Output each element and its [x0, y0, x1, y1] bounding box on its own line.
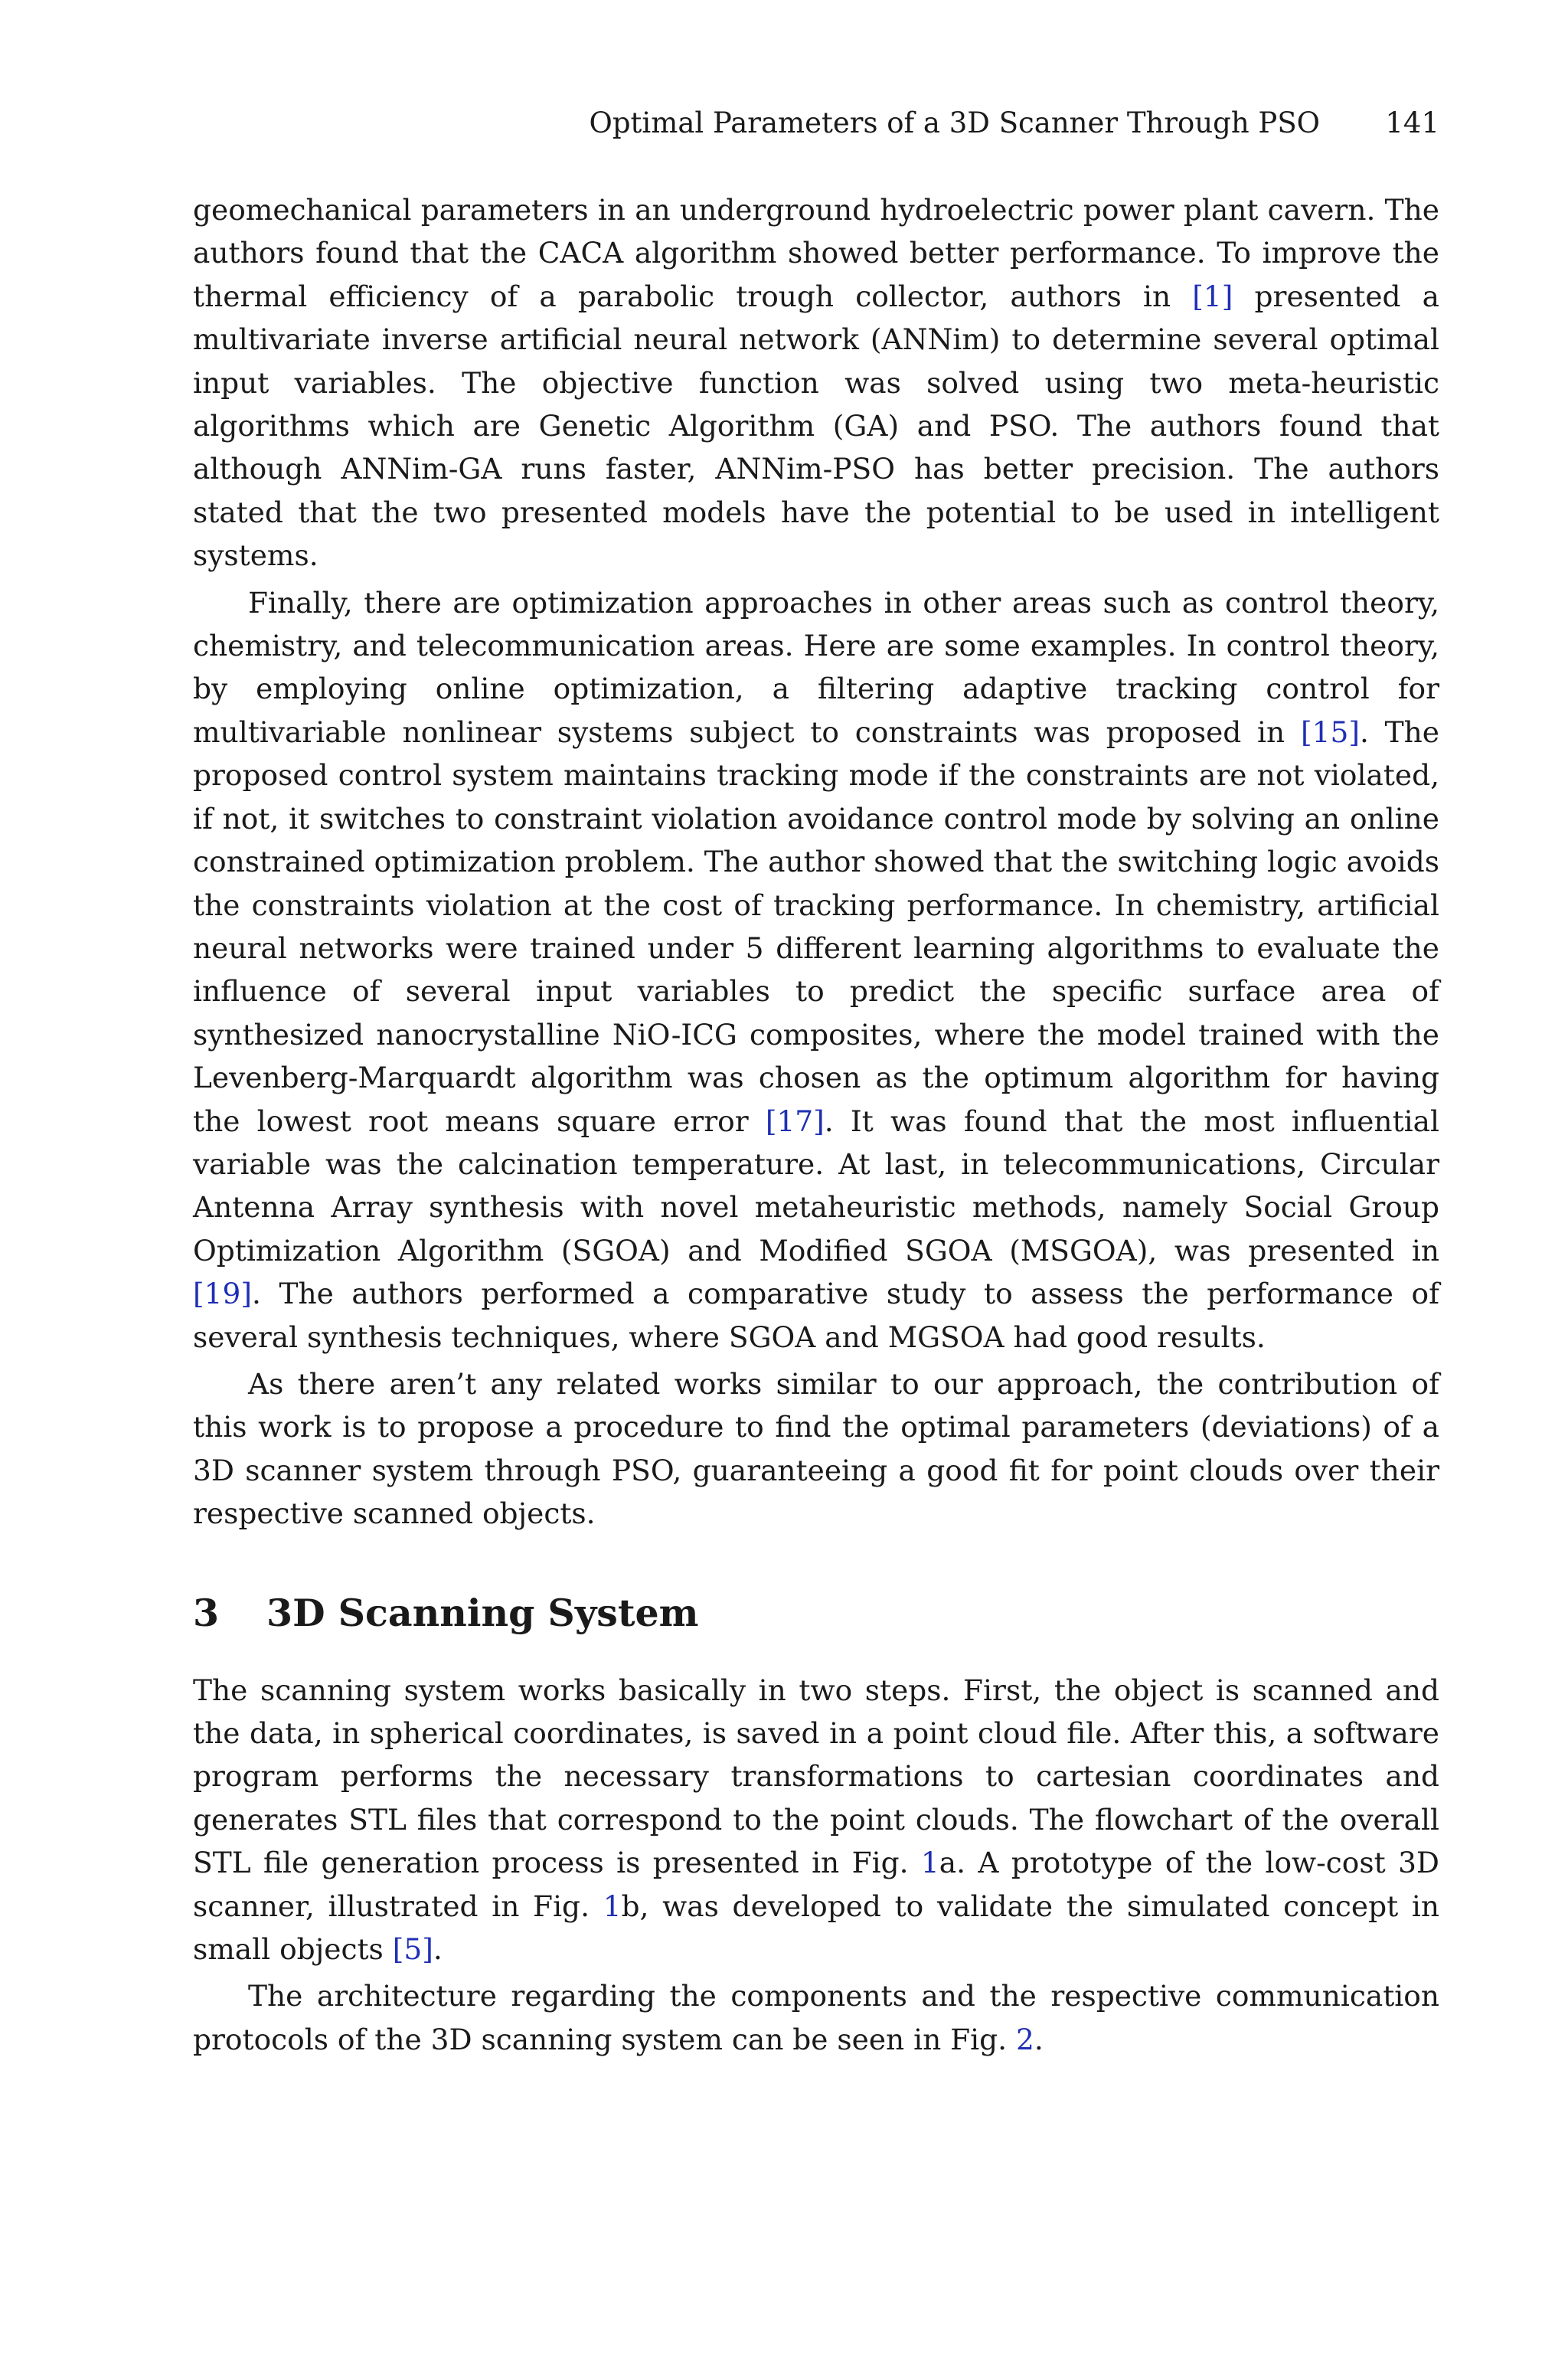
paragraph-1-text-b: presented a multivariate inverse artificial neural network (ANNim) to determine several optimal input variables. The objective function was solved using two meta-heuristic algorithms which are Genetic Algorithm (GA) and PSO. The authors found that although ANNim-GA runs faster, ANNim-PSO has better precision. The authors stated that the two presented models have the potential to be used in intelligent systems.	[193, 279, 1439, 573]
section-paragraph-2-text-a: The architecture regarding the components and the respective communication protocols of the 3D scanning system can be seen in Fig.	[193, 1979, 1439, 2056]
body-text	[193, 188, 1439, 2061]
paragraph-2	[193, 581, 1439, 1359]
paragraph-3: As there aren’t any related works similar to our approach, the contribution of this work is to propose a procedure to find the optimal parameters (deviations) of a 3D scanner system through PSO, guaranteeing a good fit for point clouds over their respective scanned objects.	[193, 1366, 1439, 1531]
section-paragraph-1-text-b: a. A prototype of the low-cost 3D scanner, illustrated in Fig.	[193, 1846, 1439, 1923]
paragraph-2-text-d: . The authors performed a comparative study to assess the performance of several synthesis techniques, where SGOA and MGSOA had good results.	[193, 1277, 1439, 1354]
section-paragraph-1-text-c: b, was developed to validate the simulated concept in small objects	[193, 1889, 1439, 1967]
section-heading	[193, 1589, 1439, 1637]
figure-link-1b[interactable]: 1	[603, 1889, 622, 1923]
running-head	[193, 104, 1439, 142]
citation-link-19[interactable]: [19]	[193, 1277, 252, 1311]
section-title: 3D Scanning System	[266, 1590, 699, 1635]
citation-link-1[interactable]: [1]	[1192, 279, 1233, 313]
section-paragraph-2-text-b: .	[1034, 2022, 1044, 2056]
citation-link-5[interactable]: [5]	[392, 1932, 433, 1967]
paragraph-2-text-a: Finally, there are optimization approaches in other areas such as control theory, chemistry, and telecommunication areas. Here are some examples. In control theory, by employing online optimization, a filtering adaptive tracking control for multivariable nonlinear systems subject to constraints was proposed in	[193, 585, 1439, 749]
running-title: Optimal Parameters of a 3D Scanner Through PSO	[589, 106, 1320, 139]
paragraph-2-text-c: . It was found that the most influential variable was the calcination temperature. At last, in telecommunications, Circular Antenna Array synthesis with novel metaheuristic methods, namely Social Group Optimization Algorithm (SGOA) and Modified SGOA (MSGOA), was presented in	[193, 1104, 1439, 1268]
figure-link-1a[interactable]: 1	[920, 1846, 939, 1880]
paragraph-1	[193, 188, 1439, 577]
citation-link-15[interactable]: [15]	[1300, 715, 1360, 749]
section-paragraph-1	[193, 1669, 1439, 1971]
paragraph-2-text-b: . The proposed control system maintains tracking mode if the constraints are not violated, if not, it switches to constraint violation avoidance control mode by solving an online constrained optimization problem. The author showed that the switching logic avoids the constraints violation at the cost of tracking performance. In chemistry, artificial neural networks were trained under 5 different learning algorithms to evaluate the influence of several input variables to predict the specific surface area of synthesized nanocrystalline NiO-ICG composites, where the model trained with the Levenberg-Marquardt algorithm was chosen as the optimum algorithm for having the lowest root means square error	[193, 715, 1439, 1138]
section-paragraph-1-text-a: The scanning system works basically in two steps. First, the object is scanned and the data, in spherical coordinates, is saved in a point cloud file. After this, a software program performs the necessary transformations to cartesian coordinates and generates STL files that correspond to the point clouds. The flowchart of the overall STL file generation process is presented in Fig.	[193, 1673, 1439, 1880]
citation-link-17[interactable]: [17]	[765, 1104, 825, 1138]
section-number: 3	[193, 1590, 220, 1635]
section-paragraph-1-text-d: .	[433, 1932, 443, 1967]
section-paragraph-2	[193, 1974, 1439, 2061]
paragraph-1-text-a: geomechanical parameters in an underground hydroelectric power plant cavern. The authors found that the CACA algorithm showed better performance. To improve the thermal efficiency of a parabolic trough collector, authors in	[193, 193, 1439, 313]
page-number: 141	[1385, 106, 1439, 139]
figure-link-2[interactable]: 2	[1016, 2022, 1034, 2056]
